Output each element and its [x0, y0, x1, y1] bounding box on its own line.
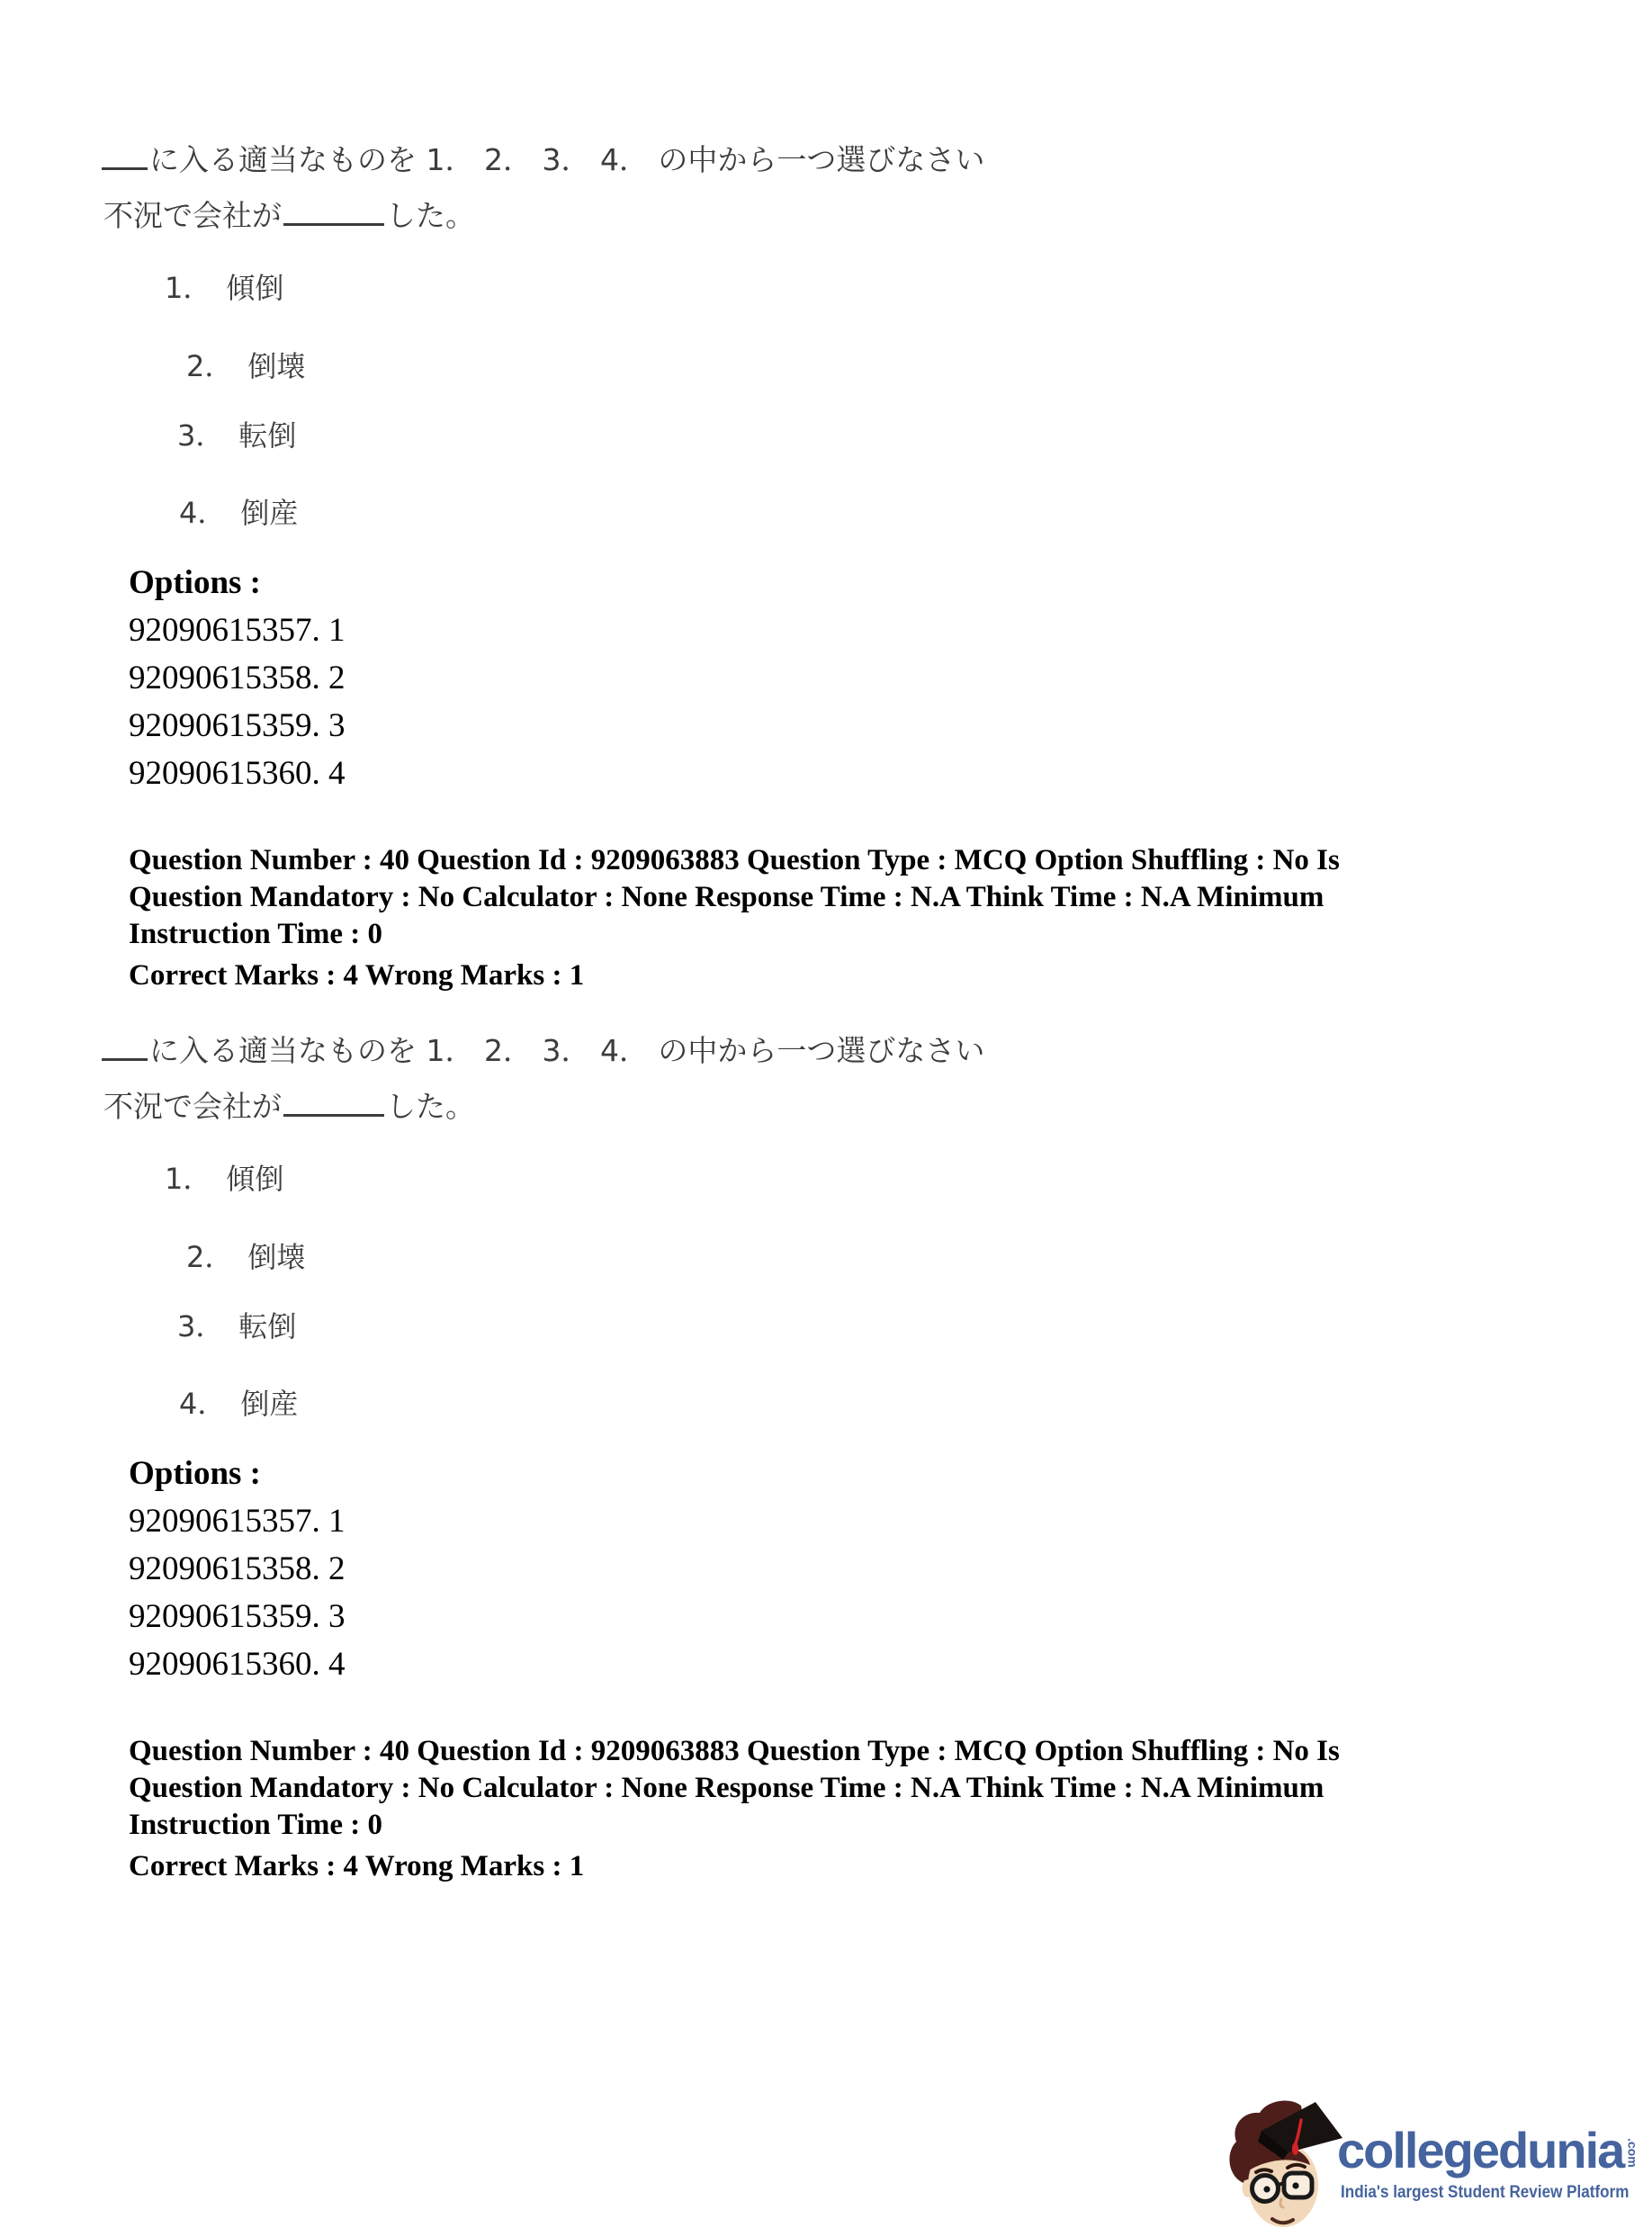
- choice-label: 転倒: [238, 1309, 297, 1343]
- question-prompt-line1: [102, 140, 984, 180]
- option-id-row: 92090615357. 1: [129, 612, 346, 649]
- prompt-line2-after: した。: [386, 198, 475, 233]
- choice-row-4: [179, 1386, 298, 1422]
- choice-label: 倒壊: [247, 349, 306, 383]
- option-id-row: 92090615359. 3: [129, 1598, 346, 1635]
- choice-number: 1．: [165, 271, 212, 305]
- blank-underline: [102, 1031, 148, 1061]
- choice-label: 傾倒: [226, 271, 284, 305]
- brand-wordmark-row: [1337, 2122, 1640, 2179]
- choice-label: 倒産: [240, 496, 299, 530]
- choice-row-2: [186, 348, 305, 384]
- prompt-line2-before: 不況で会社が: [103, 1089, 282, 1124]
- prompt-line1-text: に入る適当なものを 1． 2． 3． 4． の中から一つ選びなさい: [149, 142, 985, 177]
- collegedunia-logo: [1224, 2093, 1652, 2228]
- brand-wordmark: collegedunia: [1337, 2122, 1624, 2179]
- choice-row-1: [165, 270, 283, 306]
- choice-label: 転倒: [238, 418, 297, 453]
- options-heading: Options :: [129, 564, 262, 601]
- choice-label: 倒産: [240, 1387, 299, 1421]
- choice-row-1: [165, 1161, 283, 1197]
- option-id-row: 92090615360. 4: [129, 755, 346, 792]
- choice-row-3: [177, 418, 296, 454]
- brand-tagline: India's largest Student Review Platform: [1341, 2183, 1630, 2202]
- option-id-row: 92090615358. 2: [129, 660, 346, 696]
- blank-underline: [102, 140, 148, 170]
- prompt-line1-text: に入る適当なものを 1． 2． 3． 4． の中から一つ選びなさい: [149, 1033, 985, 1068]
- question-block-1: [0, 0, 1652, 992]
- question-block-2: [0, 891, 1652, 1882]
- choice-number: 1．: [165, 1162, 212, 1196]
- prompt-line2-before: 不況で会社が: [103, 198, 282, 233]
- prompt-line2-after: した。: [386, 1089, 475, 1124]
- brand-tld: .com: [1625, 2138, 1640, 2168]
- marks-line: Correct Marks : 4 Wrong Marks : 1: [129, 1850, 585, 1882]
- question-prompt-line1: [102, 1031, 984, 1071]
- blank-underline: [283, 196, 384, 226]
- option-id-row: 92090615359. 3: [129, 707, 346, 744]
- blank-underline: [283, 1087, 384, 1117]
- meta-line: Question Number : 40 Question Id : 9209063883 Question Type : MCQ Option Shuffling : No Is: [129, 844, 1340, 876]
- choice-row-4: [179, 495, 298, 531]
- choice-number: 4．: [179, 1387, 227, 1421]
- meta-line: Question Mandatory : No Calculator : None Response Time : N.A Think Time : N.A Minimum: [129, 881, 1324, 913]
- marks-line: Correct Marks : 4 Wrong Marks : 1: [129, 959, 585, 992]
- choice-number: 2．: [186, 349, 234, 383]
- choice-number: 2．: [186, 1240, 234, 1274]
- option-id-list: [129, 606, 346, 797]
- question-prompt-line2: [103, 1087, 475, 1127]
- choice-row-2: [186, 1239, 305, 1275]
- choice-label: 倒壊: [247, 1240, 306, 1274]
- option-id-row: 92090615360. 4: [129, 1646, 346, 1683]
- option-id-row: 92090615358. 2: [129, 1550, 346, 1587]
- student-mascot-icon: [1224, 2093, 1345, 2228]
- question-meta: [129, 1733, 1532, 1844]
- choice-number: 3．: [177, 418, 225, 453]
- option-id-row: 92090615357. 1: [129, 1503, 346, 1540]
- choice-label: 傾倒: [226, 1162, 284, 1196]
- option-id-list: [129, 1497, 346, 1688]
- choice-number: 4．: [179, 496, 227, 530]
- meta-line: Instruction Time : 0: [129, 918, 383, 950]
- question-prompt-line2: [103, 196, 475, 236]
- meta-line: Instruction Time : 0: [129, 1809, 383, 1841]
- choice-number: 3．: [177, 1309, 225, 1343]
- meta-line: Question Number : 40 Question Id : 9209063883 Question Type : MCQ Option Shuffling : No Is: [129, 1735, 1340, 1767]
- options-heading: Options :: [129, 1455, 262, 1492]
- choice-row-3: [177, 1308, 296, 1344]
- meta-line: Question Mandatory : No Calculator : None Response Time : N.A Think Time : N.A Minimum: [129, 1772, 1324, 1804]
